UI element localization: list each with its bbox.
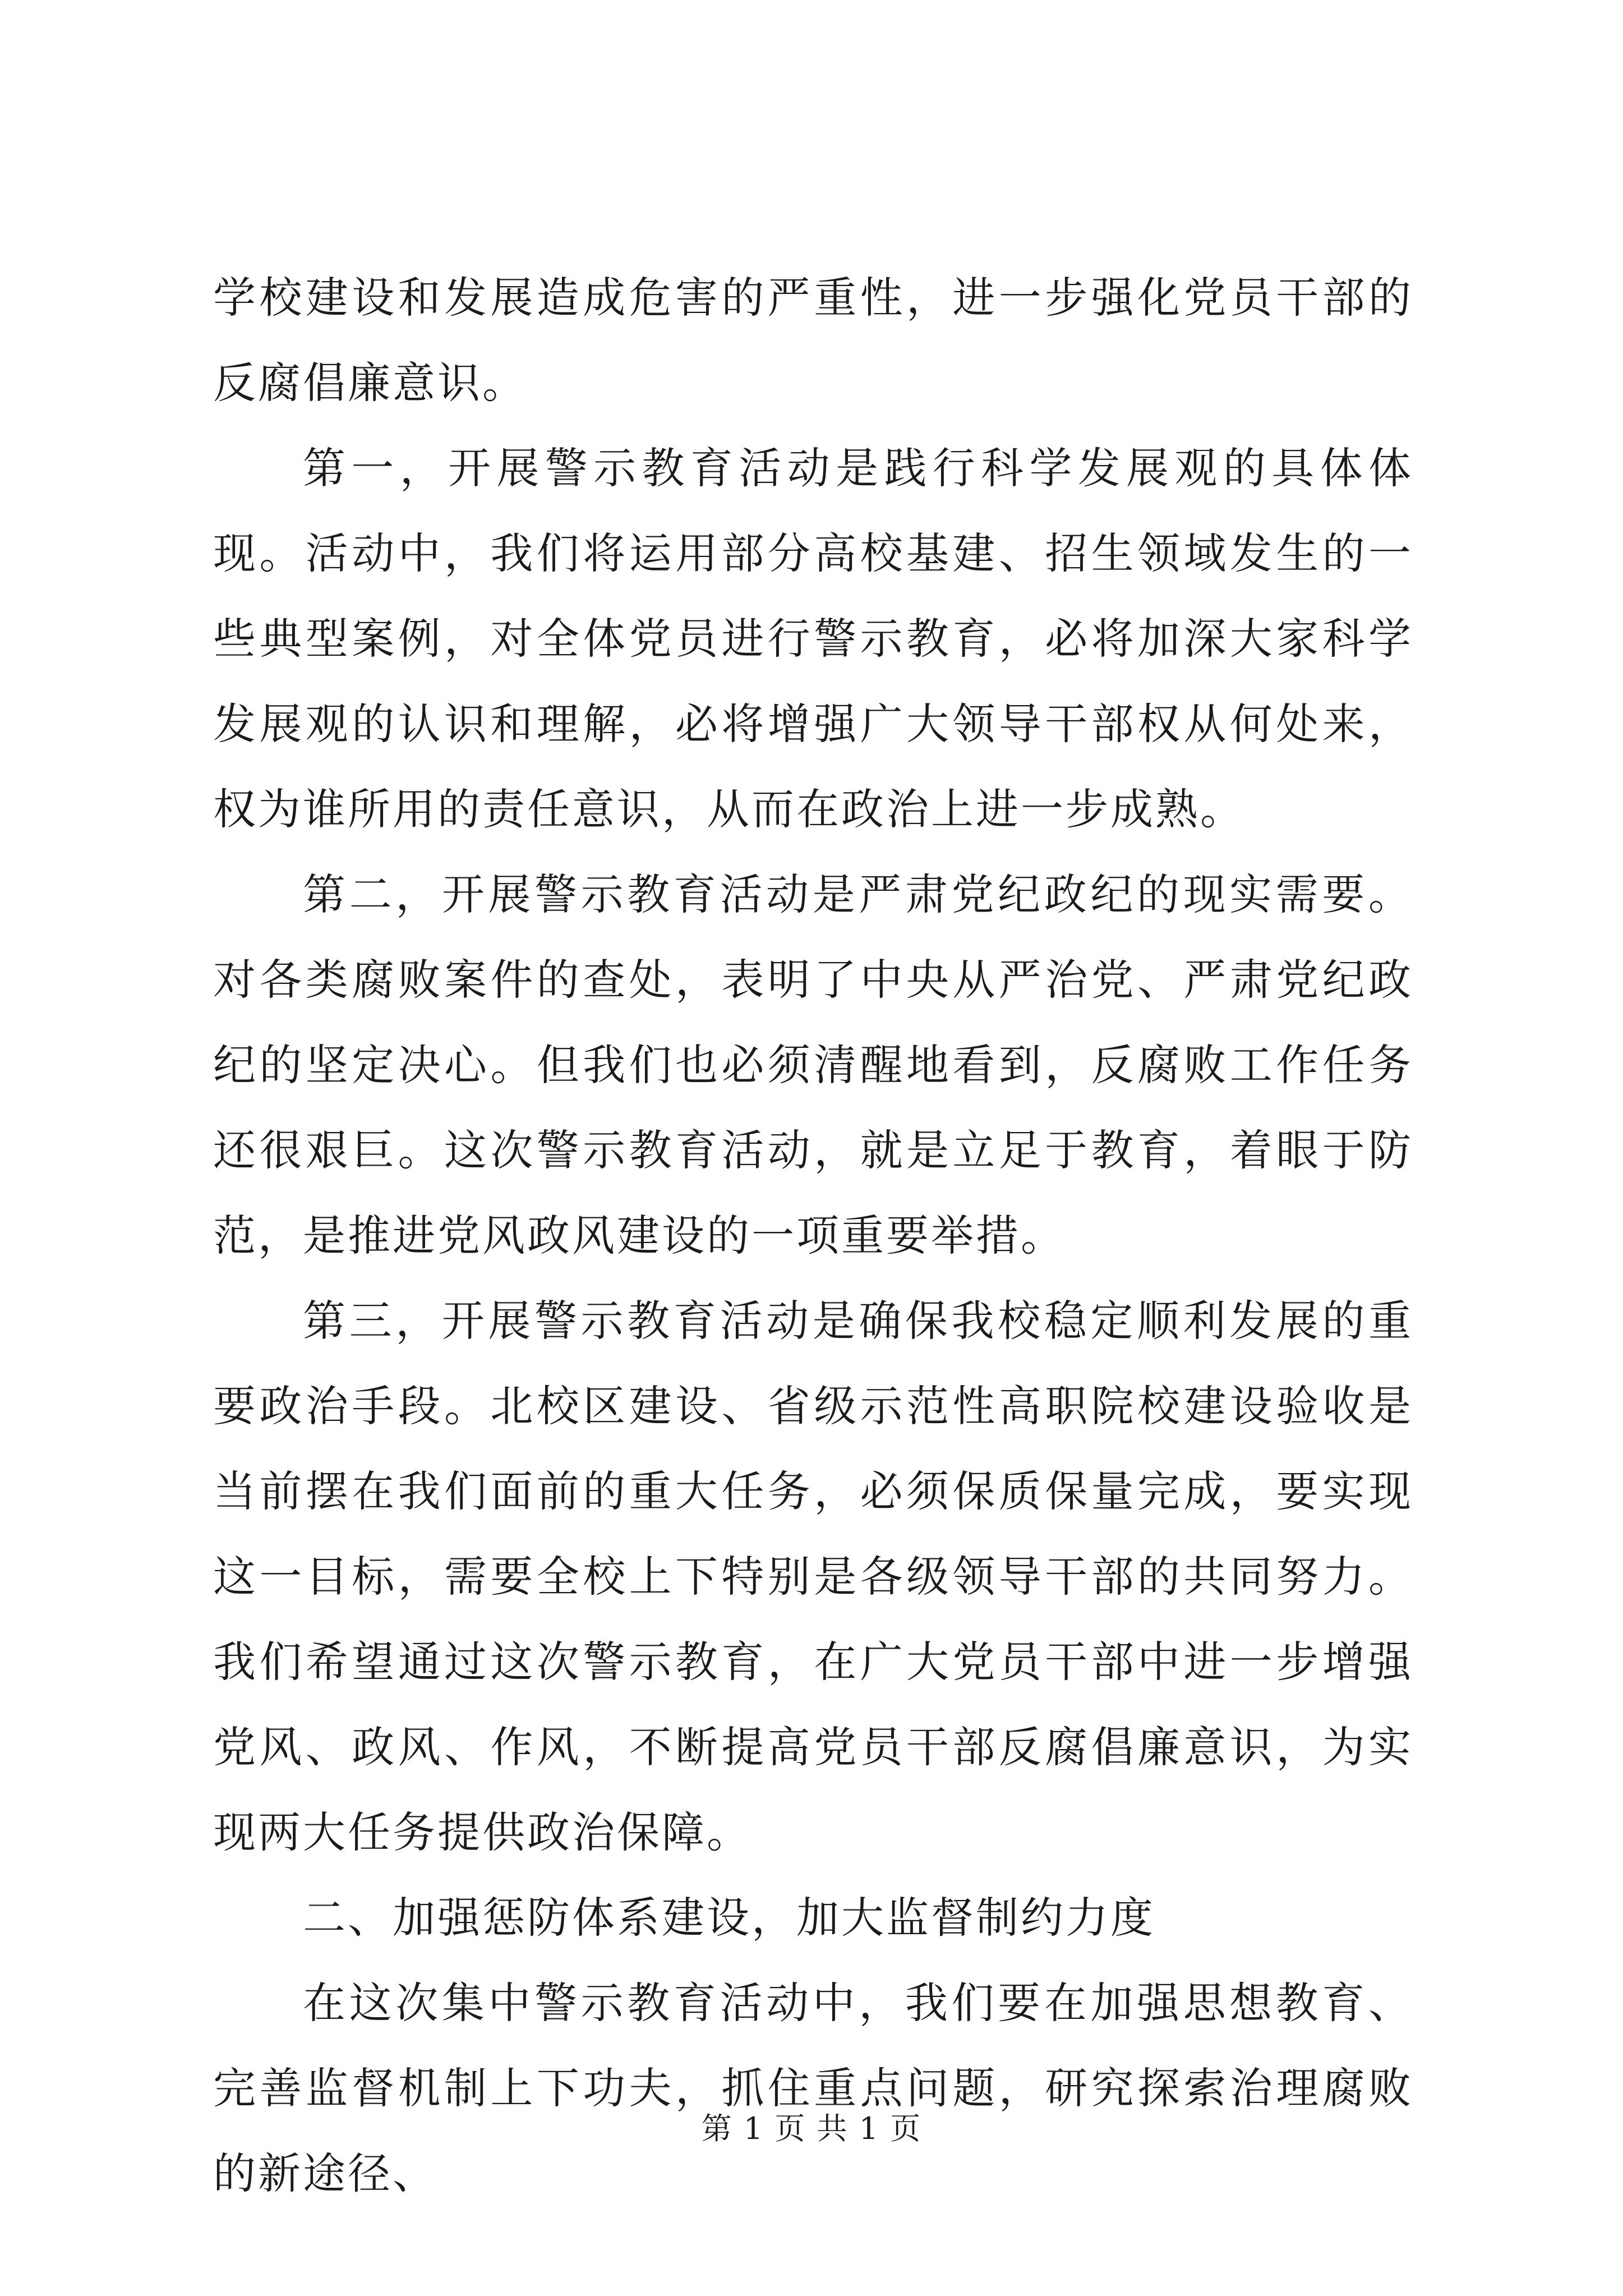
paragraph-second-point: 第二，开展警示教育活动是严肃党纪政纪的现实需要。对各类腐败案件的查处，表明了中央从严治党、严肃党纪政纪的坚定决心。但我们也必须清醒地看到，反腐败工作任务还很艰巨。这次警示教育活动，就是立足于教育，着眼于防范，是推进党风政风建设的一项重要举措。 — [213, 869, 1413, 1260]
page-footer: 第 1 页 共 1 页 — [701, 2111, 922, 2146]
section-heading: 二、加强惩防体系建设，加大监督制约力度 — [303, 1893, 1155, 1943]
document-body — [213, 255, 1413, 2216]
paragraph-section-intro: 在这次集中警示教育活动中，我们要在加强思想教育、完善监督机制上下功夫，抓住重点问题，研究探索治理腐败的新途径、 — [213, 1978, 1413, 2198]
paragraph-first-point: 第一，开展警示教育活动是践行科学发展观的具体体现。活动中，我们将运用部分高校基建、招生领域发生的一些典型案例，对全体党员进行警示教育，必将加深大家科学发展观的认识和理解，必将增强广大领导干部权从何处来，权为谁所用的责任意识，从而在政治上进一步成熟。 — [213, 443, 1413, 834]
paragraph-third-point: 第三，开展警示教育活动是确保我校稳定顺利发展的重要政治手段。北校区建设、省级示范性高职院校建设验收是当前摆在我们面前的重大任务，必须保质保量完成，要实现这一目标，需要全校上下特别是各级领导干部的共同努力。我们希望通过这次警示教育，在广大党员干部中进一步增强党风、政风、作风，不断提高党员干部反腐倡廉意识，为实现两大任务提供政治保障。 — [213, 1296, 1413, 1857]
paragraph-continuation: 学校建设和发展造成危害的严重性，进一步强化党员干部的反腐倡廉意识。 — [213, 273, 1413, 408]
